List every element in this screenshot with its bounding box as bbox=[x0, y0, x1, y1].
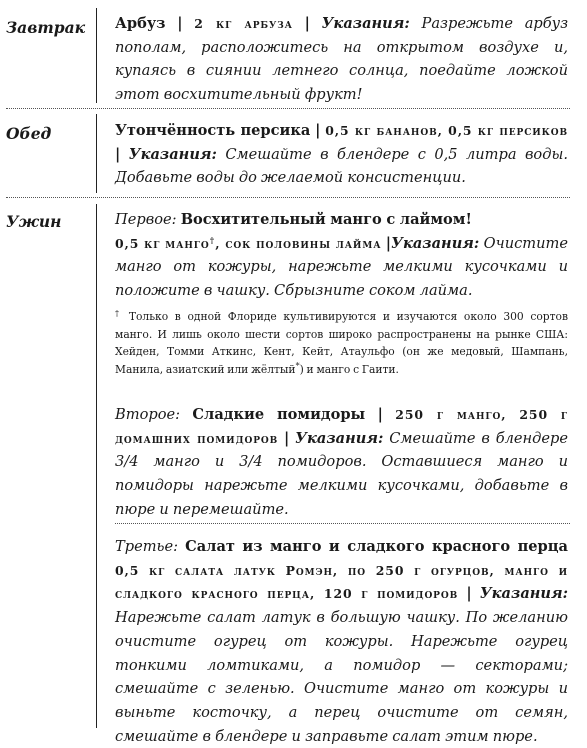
separator: | bbox=[283, 429, 290, 447]
separator: | bbox=[177, 15, 183, 32]
section-divider bbox=[6, 108, 570, 109]
meal-label-lunch: Обед bbox=[6, 124, 52, 143]
course-divider bbox=[115, 523, 570, 524]
column-divider bbox=[96, 204, 97, 728]
lunch-recipe bbox=[115, 119, 568, 190]
separator: | bbox=[315, 122, 321, 139]
instructions-text: Очистите манго от кожуры, нарежьте мелкими кусочками и положите в чашку. Сбрызните соком лайма. bbox=[115, 234, 568, 300]
instructions-label: Указания: bbox=[321, 15, 410, 32]
dish-title: Арбуз bbox=[115, 15, 166, 32]
dish-title: Салат из манго и сладкого красного перца bbox=[185, 538, 568, 555]
course-label: Третье: bbox=[115, 538, 179, 555]
separator: | bbox=[466, 585, 472, 603]
footnote-mark: † bbox=[115, 309, 123, 318]
course-label: Второе: bbox=[115, 406, 181, 423]
footnote: † Только в одной Флориде культивируются и изучаются около 300 сортов манго. И лишь около шести сортов широко распространены на рынке США: Хейден, Томми Аткинс, Кент, Кейт, Атаульфо (он же медовый, Шампань, Манила, азиатский или жёлтый*) и манго с Гаити. bbox=[115, 309, 569, 376]
instructions-text: Смешайте в блендере 3/4 манго и 3/4 помидоров. Оставшиеся манго и помидоры нарежьте мелкими кусочками, добавьте в пюре и перемешайте. bbox=[115, 429, 569, 518]
instructions-text: Нарежьте салат латук в большую чашку. По желанию очистите огурец от кожуры. Нарежьте огурец тонкими ломтиками, а помидор — секторами; смешайте с зеленью. Очистите манго от кожуры и выньте косточку, а перец очистите от семян, смешайте в блендере и заправьте салат этим пюре. bbox=[115, 609, 568, 745]
instructions-label: Указания: bbox=[479, 585, 569, 603]
dinner-first-course bbox=[115, 208, 568, 303]
meal-label-breakfast: Завтрак bbox=[6, 18, 86, 37]
column-divider bbox=[96, 114, 97, 193]
ingredients: 2 кг арбуза bbox=[194, 16, 293, 31]
ingredients: 0,5 кг салата латук Ромэн, по 250 г огурцов, манго и сладкого красного перца, 120 г помидоров bbox=[115, 562, 568, 602]
breakfast-recipe bbox=[115, 12, 568, 107]
ingredients: 250 г манго, 250 г домашних помидоров bbox=[115, 407, 569, 446]
dish-title: Утончённость персика bbox=[115, 122, 311, 139]
instructions-label: Указания: bbox=[391, 234, 480, 252]
dinner-third-course bbox=[115, 535, 568, 748]
separator: | bbox=[115, 145, 121, 163]
separator: | bbox=[304, 15, 310, 32]
separator: | bbox=[377, 406, 383, 423]
instructions-label: Указания: bbox=[128, 145, 217, 163]
ingredients: 0,5 кг бананов, 0,5 кг персиков bbox=[325, 123, 569, 138]
footnote-sup: * bbox=[295, 361, 300, 371]
footnote-ref: † bbox=[209, 234, 216, 245]
instructions-text: Разрежьте арбуз пополам, расположитесь на открытом воздухе и, купаясь в сиянии летнего солнца, поедайте ложкой этот восхитительный фрукт! bbox=[115, 15, 569, 104]
instructions-text: Смешайте в блендере с 0,5 литра воды. Добавьте воды до желаемой консистенции. bbox=[115, 145, 568, 187]
course-label: Первое: bbox=[115, 211, 177, 228]
meal-label-dinner: Ужин bbox=[6, 212, 62, 231]
dish-title: Восхитительный манго с лаймом! bbox=[180, 211, 472, 228]
section-divider bbox=[6, 197, 570, 198]
dinner-second-course bbox=[115, 403, 568, 522]
dish-title: Сладкие помидоры bbox=[192, 406, 366, 423]
separator: | bbox=[385, 234, 392, 252]
instructions-label: Указания: bbox=[295, 429, 384, 447]
ingredients: 0,5 кг манго†, сок половины лайма bbox=[115, 234, 382, 251]
column-divider bbox=[96, 8, 97, 103]
